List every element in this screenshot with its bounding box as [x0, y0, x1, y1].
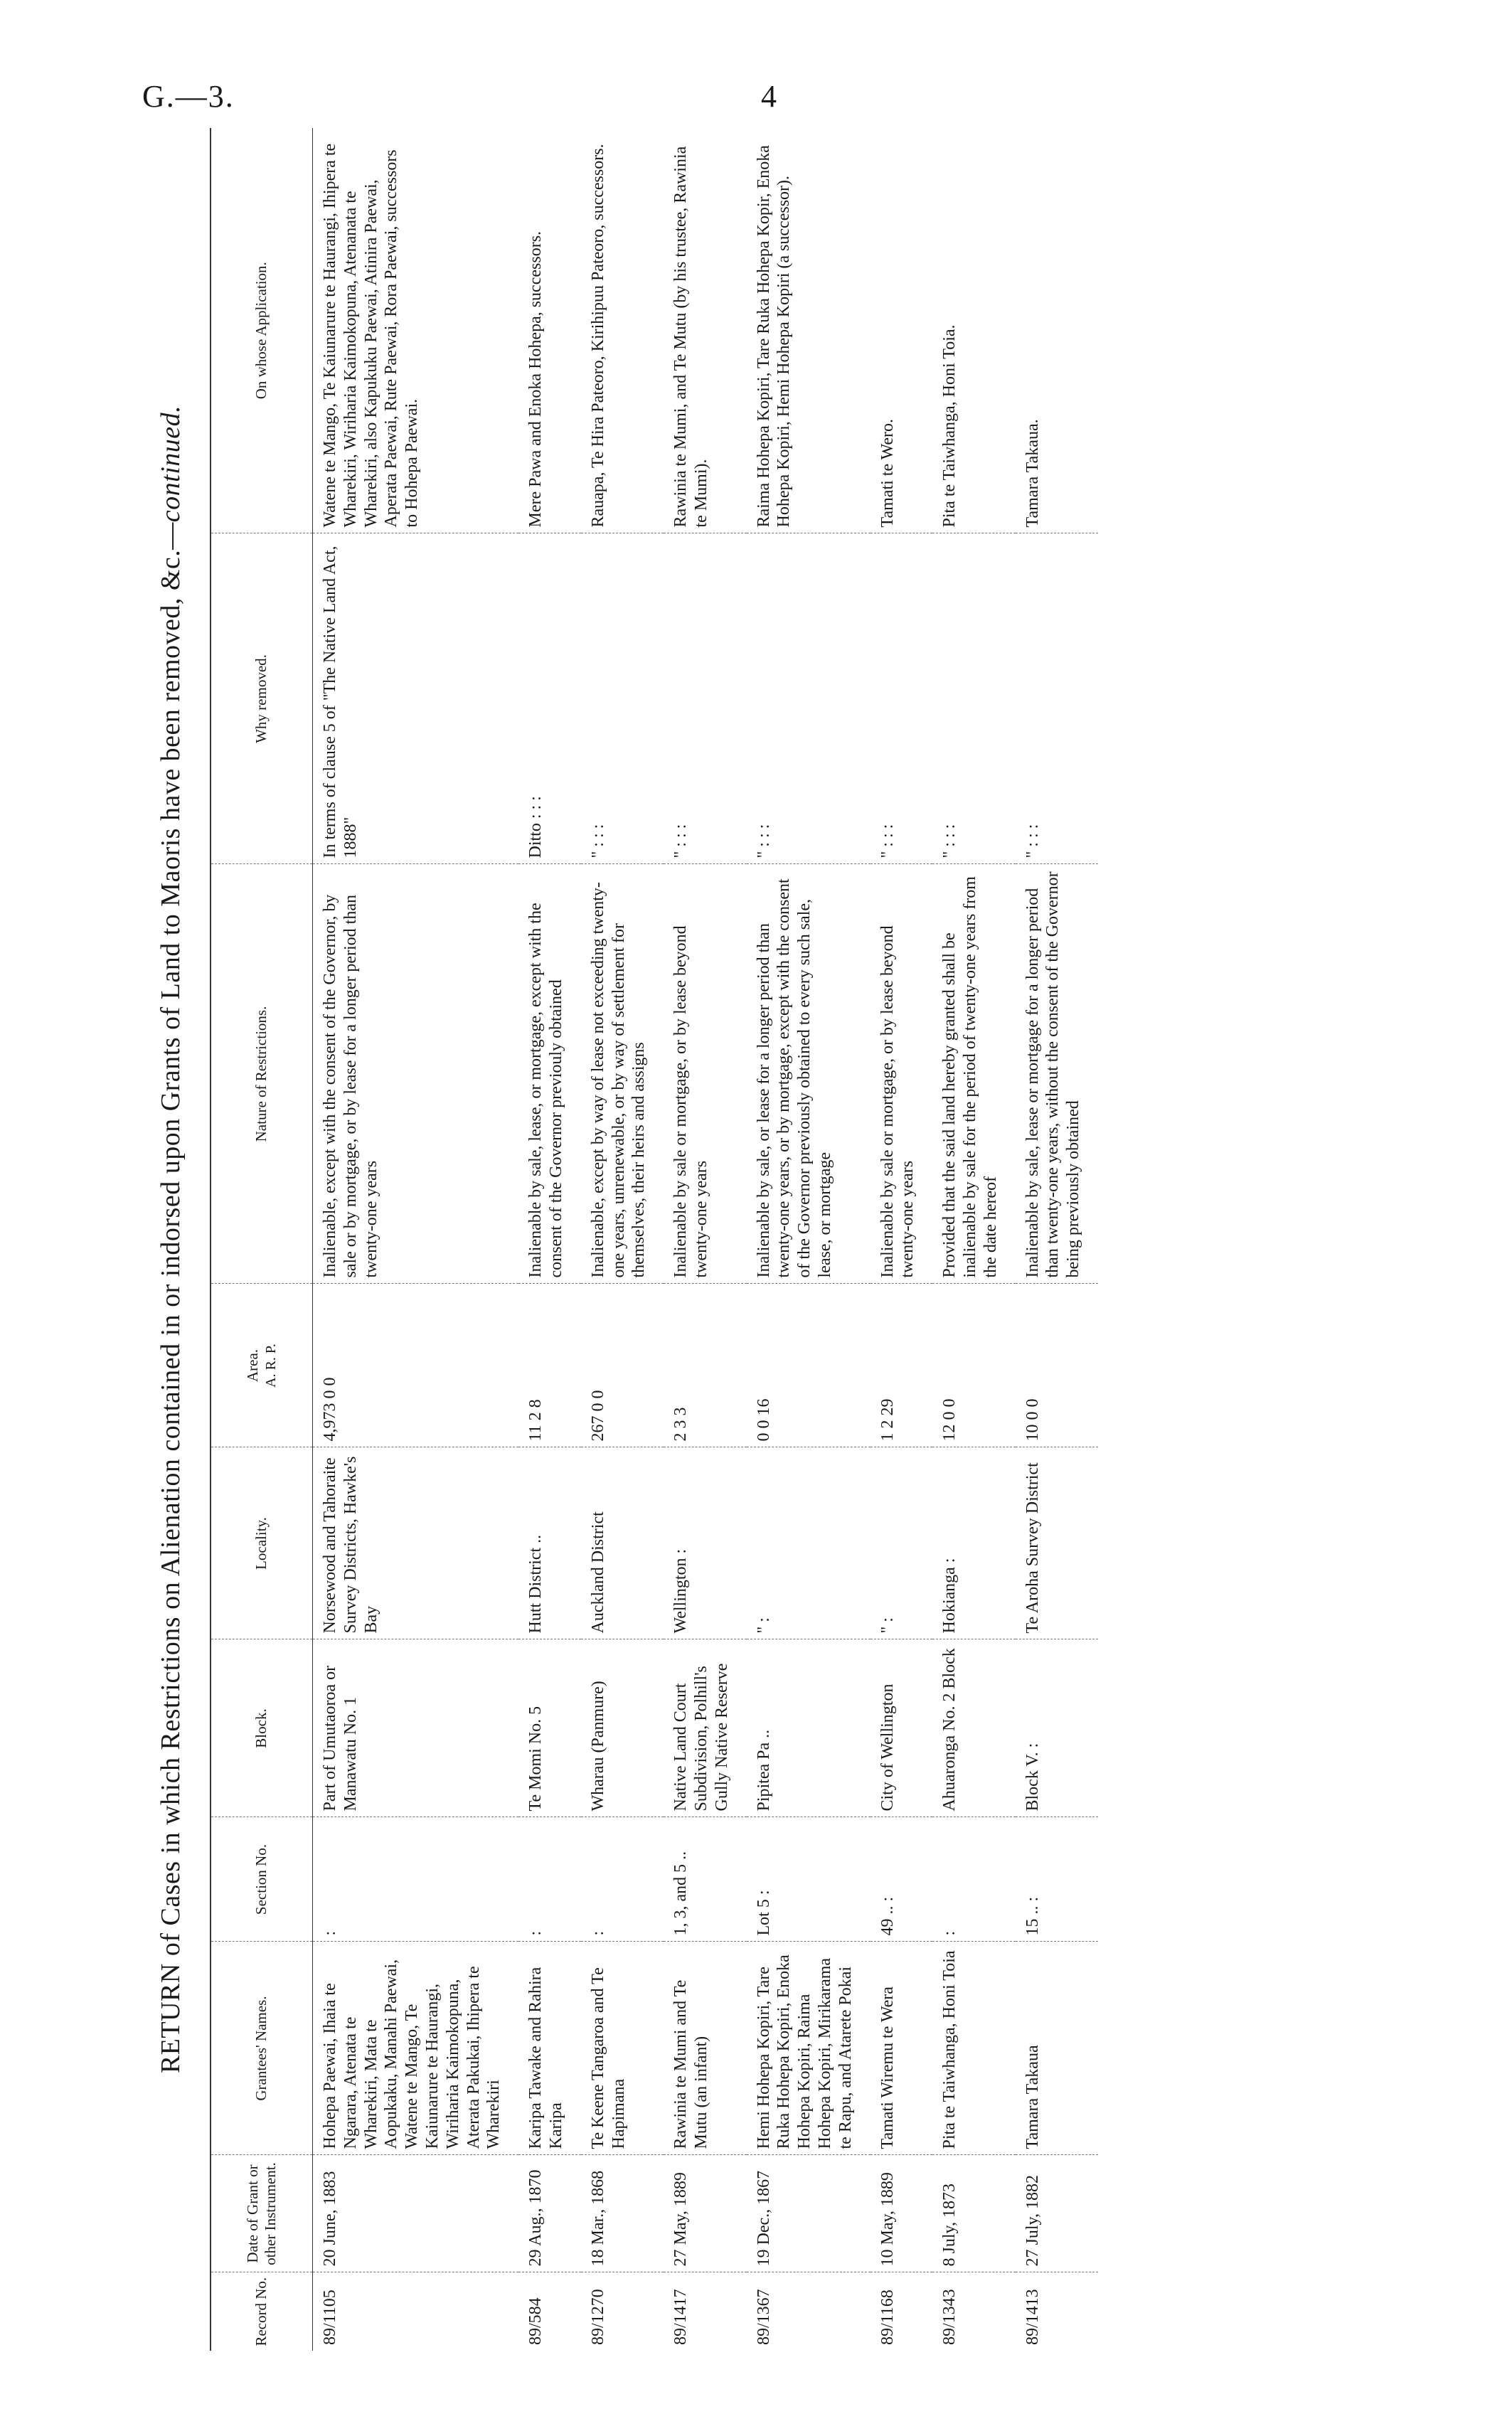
cell-block: Block V. :: [1016, 1639, 1098, 1817]
cell-why: " : : :: [1016, 533, 1098, 864]
rotated-return-table: [142, 128, 1401, 2351]
cell-record-no: 89/584: [526, 2297, 545, 2345]
cell-date: 19 Dec., 1867: [747, 2155, 871, 2272]
cell-why: " : : :: [747, 533, 871, 864]
cell-section: 15 .. :: [1016, 1817, 1098, 1942]
col-area-units: A. R. P.: [262, 1344, 279, 1388]
cell-grantees: Hohepa Paewai, Ihaia te Ngarara, Atenata te Wharekiri, Mata te Aopukaku, Manahi Paewai, Watene te Mango, Te Kaiunarure te Haurangi, Wiriharia Kaimokopuna, Aterata Pakukai, Ihipera te Wharekiri: [313, 1942, 519, 2155]
cell-application: Pita te Taiwhanga, Honi Toia.: [932, 128, 1015, 533]
cell-application: Raima Hohepa Kopiri, Tare Ruka Hohepa Kopir, Enoka Hohepa Kopiri, Hemi Hohepa Kopiri (a successor).: [747, 128, 871, 533]
cell-locality: " :: [871, 1447, 933, 1639]
cell-locality: " :: [747, 1447, 871, 1639]
cell-date: 27 July, 1882: [1016, 2155, 1098, 2272]
cell-date: 20 June, 1883: [313, 2155, 519, 2272]
header-row: [211, 128, 313, 2351]
cell-block: Te Momi No. 5: [518, 1639, 581, 1817]
col-application: On whose Application.: [211, 128, 313, 533]
col-nature: Nature of Restrictions.: [211, 864, 313, 1284]
cell-section: 1, 3, and 5 ..: [664, 1817, 746, 1942]
title-main: RETURN of Cases in which Restrictions on Alienation contained in or indorsed upon Grants of Land to Maoris have been removed, &c.—: [156, 522, 186, 2074]
cell-nature: Inalienable by sale or mortgage, or by lease beyond twenty-one years: [871, 864, 933, 1284]
cell-application: Mere Pawa and Enoka Hohepa, successors.: [518, 128, 581, 533]
cell-why: Ditto : : :: [518, 533, 581, 864]
cell-area: 4,973 0 0: [313, 1284, 519, 1447]
cell-application: Watene te Mango, Te Kaiunarure te Haurangi, Ihipera te Wharekiri, Wiriharia Kaimokopuna, Atenanata te Wharekiri, also Kapukuku Paewai, Atinira Paewai, Aperata Paewai, Rute Paewai, Rora Paewai, successors to Hohepa Paewai.: [313, 128, 519, 533]
cell-locality: Auckland District: [581, 1447, 664, 1639]
cell-locality: Hutt District ..: [518, 1447, 581, 1639]
cell-record-no: 89/1343: [940, 2289, 959, 2345]
cell-record-no: 89/1168: [878, 2289, 897, 2345]
cell-why: " : : :: [871, 533, 933, 864]
return-table: [210, 128, 1098, 2351]
table-row: [1016, 128, 1098, 2351]
col-record-no: Record No.: [211, 2272, 313, 2351]
cell-why: " : : :: [932, 533, 1015, 864]
cell-locality: Hokianga :: [932, 1447, 1015, 1639]
cell-date: 10 May, 1889: [871, 2155, 933, 2272]
cell-section: :: [518, 1817, 581, 1942]
cell-record-no: 89/1270: [588, 2289, 607, 2345]
cell-section: Lot 5 :: [747, 1817, 871, 1942]
cell-nature: Inalienable, except with the consent of the Governor, by sale or by mortgage, or by lease for a longer period than twenty-one years: [313, 864, 519, 1284]
cell-area: 2 3 3: [664, 1284, 746, 1447]
table-row: [581, 128, 664, 2351]
col-locality: Locality.: [211, 1447, 313, 1639]
cell-why: " : : :: [581, 533, 664, 864]
cell-area: 1 2 29: [871, 1284, 933, 1447]
cell-application: Rauapa, Te Hira Pateoro, Kirihipuu Pateoro, successors.: [581, 128, 664, 533]
cell-locality: Norsewood and Tahoraite Survey Districts, Hawke's Bay: [313, 1447, 519, 1639]
cell-area: 267 0 0: [581, 1284, 664, 1447]
cell-locality: Te Aroha Survey District: [1016, 1447, 1098, 1639]
table-row: [871, 128, 933, 2351]
cell-block: Ahuaronga No. 2 Block: [932, 1639, 1015, 1817]
page-reference: G.—3.: [142, 79, 235, 114]
cell-application: Tamati te Wero.: [871, 128, 933, 533]
col-why: Why removed.: [211, 533, 313, 864]
cell-grantees: Rawinia te Mumi and Te Mutu (an infant): [664, 1942, 746, 2155]
cell-record-no: 89/1413: [1023, 2289, 1042, 2345]
cell-application: Tamara Takaua.: [1016, 128, 1098, 533]
cell-area: 12 0 0: [932, 1284, 1015, 1447]
title-continued: continued.: [156, 405, 186, 523]
cell-nature: Inalienable, except by way of lease not exceeding twenty-one years, unrenewable, or by way of settlement for themselves, their heirs and assigns: [581, 864, 664, 1284]
table-row: [747, 128, 871, 2351]
cell-date: 8 July, 1873: [932, 2155, 1015, 2272]
col-date: Date of Grant or other Instrument.: [211, 2155, 313, 2272]
cell-grantees: Tamara Takaua: [1016, 1942, 1098, 2155]
cell-area: 11 2 8: [518, 1284, 581, 1447]
cell-block: Wharau (Panmure): [581, 1639, 664, 1817]
cell-why: " : : :: [664, 533, 746, 864]
cell-why: In terms of clause 5 of "The Native Land Act, 1888": [313, 533, 519, 864]
cell-nature: Inalienable by sale, lease, or mortgage, except with the consent of the Governor previouly obtained: [518, 864, 581, 1284]
table-row: [664, 128, 746, 2351]
cell-grantees: Hemi Hohepa Kopiri, Tare Ruka Hohepa Kopiri, Enoka Hohepa Kopiri, Raima Hohepa Kopiri, Mirikarama te Rapu, and Atarete Pokai: [747, 1942, 871, 2155]
cell-area: 0 0 16: [747, 1284, 871, 1447]
cell-nature: Inalienable by sale, or lease for a longer period than twenty-one years, or by mortgage, except with the consent of the Governor previously obtained to every such sale, lease, or mortgage: [747, 864, 871, 1284]
col-area: [211, 1284, 313, 1447]
table-row: [518, 128, 581, 2351]
cell-section: :: [932, 1817, 1015, 1942]
cell-section: :: [581, 1817, 664, 1942]
cell-locality: Wellington :: [664, 1447, 746, 1639]
cell-block: Pipitea Pa ..: [747, 1639, 871, 1817]
cell-application: Rawinia te Mumi, and Te Mutu (by his trustee, Rawinia te Mumi).: [664, 128, 746, 533]
cell-nature: Provided that the said land hereby granted shall be inalienable by sale for the period of twenty-one years from the date hereof: [932, 864, 1015, 1284]
cell-grantees: Pita te Taiwhanga, Honi Toia: [932, 1942, 1015, 2155]
cell-date: 29 Aug., 1870: [518, 2155, 581, 2272]
cell-grantees: Tamati Wiremu te Wera: [871, 1942, 933, 2155]
cell-record-no: 89/1105: [321, 2289, 339, 2345]
cell-date: 18 Mar., 1868: [581, 2155, 664, 2272]
cell-block: Part of Umutaoroa or Manawatu No. 1: [313, 1639, 519, 1817]
document-title: [142, 128, 199, 2351]
cell-date: 27 May, 1889: [664, 2155, 746, 2272]
col-grantees: Grantees' Names.: [211, 1942, 313, 2155]
col-area-label: Area.: [244, 1349, 262, 1383]
cell-area: 10 0 0: [1016, 1284, 1098, 1447]
cell-record-no: 89/1417: [671, 2289, 691, 2345]
cell-grantees: Karipa Tawake and Rahira Karipa: [518, 1942, 581, 2155]
page-number: 4: [761, 79, 777, 114]
cell-block: Native Land Court Subdivision, Polhill's Gully Native Reserve: [664, 1639, 746, 1817]
cell-block: City of Wellington: [871, 1639, 933, 1817]
cell-grantees: Te Keene Tangaroa and Te Hapimana: [581, 1942, 664, 2155]
table-row: [932, 128, 1015, 2351]
cell-section: 49 .. :: [871, 1817, 933, 1942]
col-block: Block.: [211, 1639, 313, 1817]
cell-nature: Inalienable by sale or mortgage, or by lease beyond twenty-one years: [664, 864, 746, 1284]
cell-record-no: 89/1367: [754, 2289, 773, 2345]
table-row: [313, 128, 519, 2351]
col-section: Section No.: [211, 1817, 313, 1942]
cell-nature: Inalienable by sale, lease or mortgage for a longer period than twenty-one years, without the consent of the Governor being previously obtained: [1016, 864, 1098, 1284]
cell-section: :: [313, 1817, 519, 1942]
